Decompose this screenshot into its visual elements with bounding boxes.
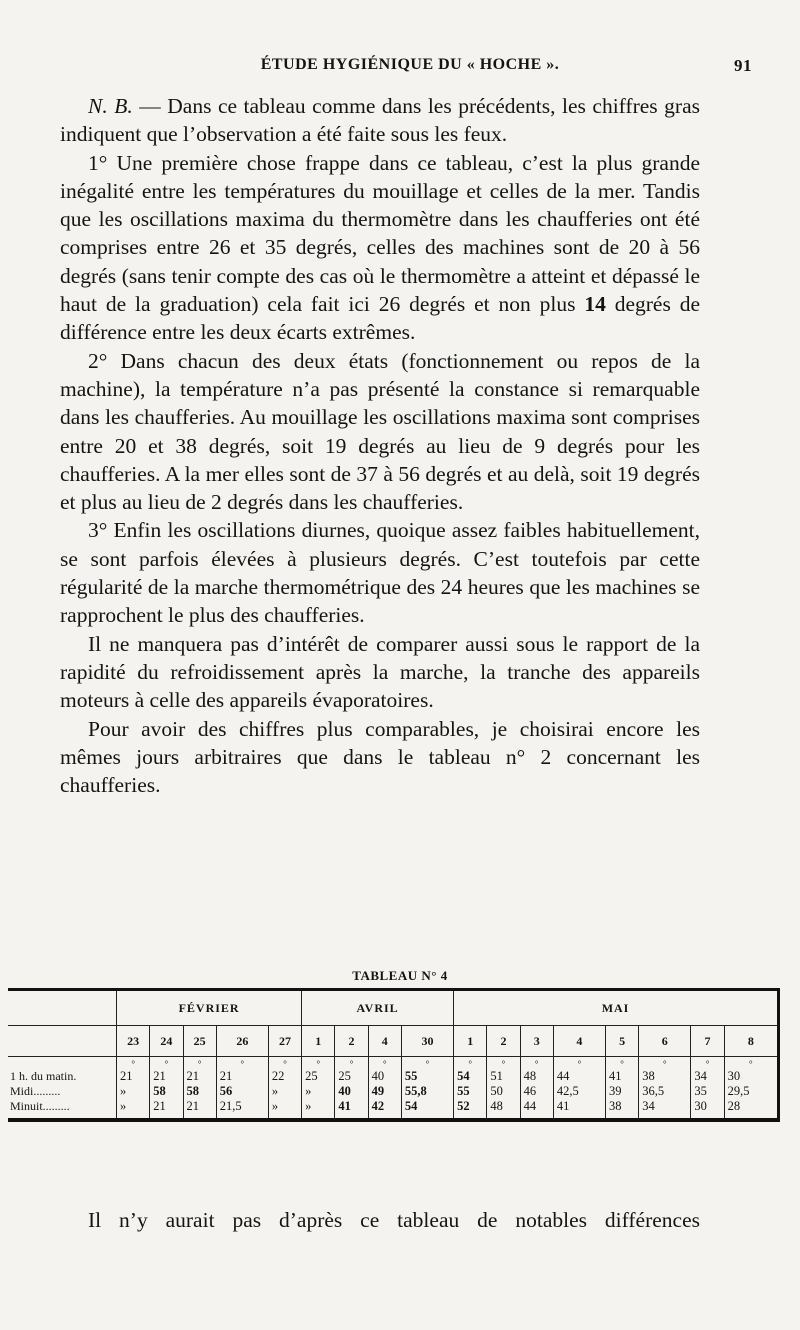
- table-cell: 25: [302, 1069, 335, 1084]
- page-number: 91: [734, 56, 752, 75]
- table-cell: 41: [605, 1069, 638, 1084]
- table-cell: 22: [268, 1069, 301, 1084]
- nb-label: N. B.: [88, 94, 133, 118]
- day-header: 7: [691, 1026, 724, 1057]
- row-label: 1 h. du matin.: [10, 1069, 77, 1083]
- table-cell: 40: [335, 1084, 368, 1099]
- table-cell: 21: [216, 1069, 268, 1084]
- degree-mark: °: [553, 1057, 605, 1070]
- table-cell: 38: [639, 1069, 691, 1084]
- table-cell: 21: [183, 1099, 216, 1120]
- table-row: [8, 1069, 779, 1084]
- table-cell: 55,8: [401, 1084, 453, 1099]
- table-cell: 21: [183, 1069, 216, 1084]
- day-header: 3: [520, 1026, 553, 1057]
- body-text: [60, 92, 700, 799]
- table-cell: »: [268, 1084, 301, 1099]
- table-cell: 29,5: [724, 1084, 778, 1099]
- table-cell: 55: [401, 1069, 453, 1084]
- degree-mark: °: [216, 1057, 268, 1070]
- paragraph-1-text-b: degrés de différence entre les deux écarts extrêmes.: [60, 292, 701, 345]
- nb-text: — Dans ce tableau comme dans les précédents, les chiffres gras indiquent que l’observation a été faite sous les feux.: [60, 94, 700, 147]
- month-header-row: [8, 990, 779, 1026]
- paragraph-1: [60, 149, 700, 347]
- degree-mark: °: [302, 1057, 335, 1070]
- table-cell: 38: [605, 1099, 638, 1120]
- day-header: 25: [183, 1026, 216, 1057]
- degree-mark: °: [605, 1057, 638, 1070]
- degree-mark: °: [520, 1057, 553, 1070]
- table-cell: 50: [487, 1084, 520, 1099]
- paragraph-2: 2° Dans chacun des deux états (fonctionnement ou repos de la machine), la température n’a pas présenté la constance si remarquable dans les chaufferies. Au mouillage les oscillations maxima sont comprises entre 20 et 38 degrés, soit 19 degrés au lieu de 9 degrés pour les chaufferies. A la mer elles sont de 37 à 56 degrés et au delà, soit 19 degrés et plus au lieu de 2 degrés dans les chaufferies.: [60, 348, 700, 515]
- table-cell: 34: [639, 1099, 691, 1120]
- degree-mark: °: [639, 1057, 691, 1070]
- degree-mark: °: [150, 1057, 183, 1070]
- table-cell: 44: [553, 1069, 605, 1084]
- table-cell: 58: [150, 1084, 183, 1099]
- table-cell: 44: [520, 1099, 553, 1120]
- temperature-table: [8, 988, 780, 1122]
- corner-cell-days: [8, 1026, 117, 1057]
- running-head: [60, 56, 760, 82]
- corner-cell: [8, 990, 117, 1026]
- paragraph-1-text-a: 1° Une première chose frappe dans ce tableau, c’est la plus grande inégalité entre les températures du mouillage et celles de la mer. Tandis que les oscillations maxima du thermomètre dans les chaufferies ont été comprises entre 26 et 35 degrés, celles des machines sont de 20 à 56 degrés (sans tenir compte des cas où le thermomètre a atteint et dépassé le haut de la graduation) cela fait ici 26 degrés et non plus: [60, 150, 700, 317]
- day-header: 1: [454, 1026, 487, 1057]
- table-cell: 41: [335, 1099, 368, 1120]
- table-cell: 46: [520, 1084, 553, 1099]
- table-cell: 54: [454, 1069, 487, 1084]
- table-cell: 21: [150, 1099, 183, 1120]
- running-title: ÉTUDE HYGIÉNIQUE DU « HOCHE ».: [260, 56, 560, 73]
- day-header: 4: [553, 1026, 605, 1057]
- table-row: [8, 1084, 779, 1099]
- day-header: 2: [487, 1026, 520, 1057]
- day-header: 24: [150, 1026, 183, 1057]
- degree-mark: °: [724, 1057, 778, 1070]
- table-cell: 49: [368, 1084, 401, 1099]
- degree-mark: °: [454, 1057, 487, 1070]
- day-header: 2: [335, 1026, 368, 1057]
- degree-mark: °: [268, 1057, 301, 1070]
- table-cell: »: [302, 1099, 335, 1120]
- day-header-row: [8, 1026, 779, 1057]
- day-header: 8: [724, 1026, 778, 1057]
- table-cell: 51: [487, 1069, 520, 1084]
- degree-mark: °: [401, 1057, 453, 1070]
- table-cell: 35: [691, 1084, 724, 1099]
- month-header-février: FÉVRIER: [117, 990, 302, 1026]
- table-cell: 28: [724, 1099, 778, 1120]
- day-header: 26: [216, 1026, 268, 1057]
- table-cell: »: [117, 1099, 150, 1120]
- table-cell: »: [302, 1084, 335, 1099]
- table-cell: 52: [454, 1099, 487, 1120]
- table-cell: 30: [724, 1069, 778, 1084]
- row-label: Midi.........: [10, 1084, 61, 1098]
- table-cell: 48: [487, 1099, 520, 1120]
- table-cell: 21,5: [216, 1099, 268, 1120]
- degree-mark: °: [335, 1057, 368, 1070]
- degree-mark: °: [691, 1057, 724, 1070]
- degree-mark: °: [368, 1057, 401, 1070]
- table-cell: 21: [117, 1069, 150, 1084]
- table-cell: 34: [691, 1069, 724, 1084]
- paragraph-3: 3° Enfin les oscillations diurnes, quoique assez faibles habituellement, se sont parfois élevées à plusieurs degrés. C’est toutefois par cette régularité de la marche thermométrique des 24 heures que les machines se rapprochent le plus des chaufferies.: [60, 518, 700, 628]
- table-row: [8, 1099, 779, 1120]
- table-cell: 54: [401, 1099, 453, 1120]
- table-cell: 42,5: [553, 1084, 605, 1099]
- degree-row-label: [8, 1057, 117, 1070]
- table-cell: 39: [605, 1084, 638, 1099]
- degree-mark: °: [117, 1057, 150, 1070]
- day-header: 6: [639, 1026, 691, 1057]
- table-title: TABLEAU N° 4: [352, 968, 448, 983]
- degree-mark: °: [183, 1057, 216, 1070]
- table-cell: 41: [553, 1099, 605, 1120]
- month-header-avril: AVRIL: [302, 990, 454, 1026]
- month-header-mai: MAI: [454, 990, 779, 1026]
- day-header: 5: [605, 1026, 638, 1057]
- table-cell: 55: [454, 1084, 487, 1099]
- table-cell: »: [268, 1099, 301, 1120]
- day-header: 27: [268, 1026, 301, 1057]
- paragraph-5: Pour avoir des chiffres plus comparables, je choisirai encore les mêmes jours arbitraires que dans le tableau n° 2 concernant les chaufferies.: [60, 716, 700, 798]
- closing-line: Il n’y aurait pas d’après ce tableau de notables différences: [88, 1208, 700, 1232]
- table-cell: 48: [520, 1069, 553, 1084]
- table-cell: »: [117, 1084, 150, 1099]
- table-cell: 30: [691, 1099, 724, 1120]
- table-cell: 25: [335, 1069, 368, 1084]
- paragraph-4: Il ne manquera pas d’intérêt de comparer aussi sous le rapport de la rapidité du refroidissement après la marche, la tranche des appareils moteurs à celle des appareils évaporatoires.: [60, 631, 700, 713]
- degree-mark: °: [487, 1057, 520, 1070]
- table-cell: 21: [150, 1069, 183, 1084]
- paragraph-nb: [60, 92, 700, 149]
- table-cell: 42: [368, 1099, 401, 1120]
- degree-mark-row: [8, 1057, 779, 1070]
- day-header: 23: [117, 1026, 150, 1057]
- paragraph-1-bold-number: 14: [584, 292, 606, 317]
- day-header: 1: [302, 1026, 335, 1057]
- table-cell: 40: [368, 1069, 401, 1084]
- row-label: Minuit.........: [10, 1099, 70, 1113]
- table-cell: 56: [216, 1084, 268, 1099]
- table-cell: 36,5: [639, 1084, 691, 1099]
- day-header: 4: [368, 1026, 401, 1057]
- day-header: 30: [401, 1026, 453, 1057]
- table-cell: 58: [183, 1084, 216, 1099]
